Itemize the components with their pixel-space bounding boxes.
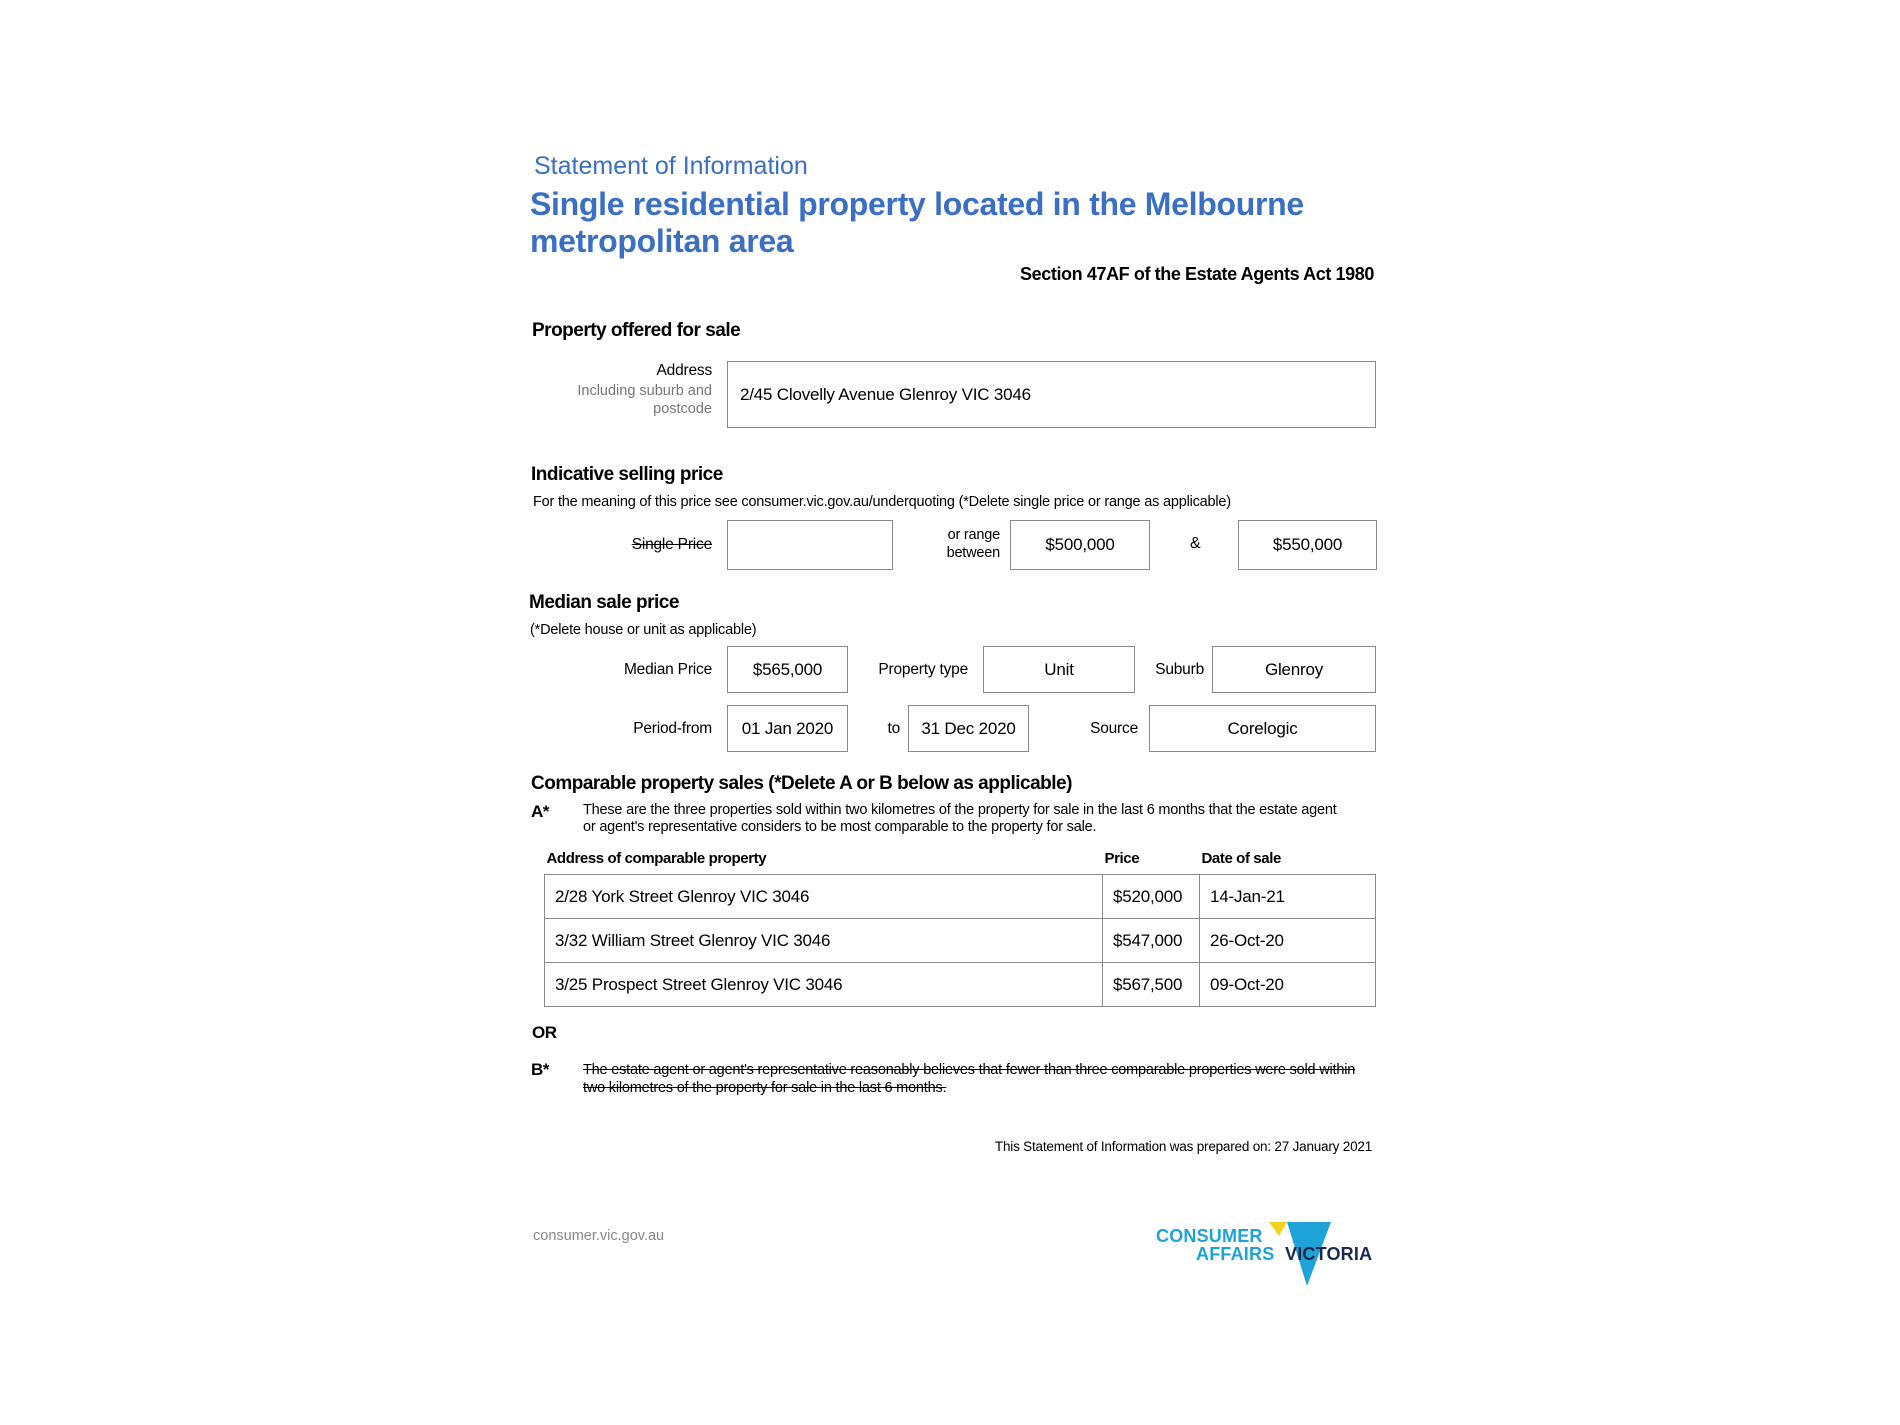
range-low-field — [1010, 520, 1150, 570]
median-note: (*Delete house or unit as applicable) — [530, 622, 757, 638]
property-type-field — [983, 646, 1135, 693]
range-high-field — [1238, 520, 1377, 570]
source-value: Corelogic — [1227, 718, 1298, 738]
row-address: 2/28 York Street Glenroy VIC 3046 — [545, 875, 1103, 919]
row-date: 14-Jan-21 — [1200, 875, 1376, 919]
suburb-value: Glenroy — [1264, 659, 1324, 679]
table-row — [545, 875, 1376, 919]
property-type-value: Unit — [1044, 659, 1074, 679]
median-heading: Median sale price — [529, 592, 679, 613]
row-date: 26-Oct-20 — [1200, 919, 1376, 963]
logo-line-affairs: AFFAIRS — [1196, 1244, 1275, 1264]
option-b-text: The estate agent or agent's representative reasonably believes that fewer than three comparable properties were sold within two kilometres of the property for sale in the last 6 months. — [583, 1062, 1356, 1096]
consumer-affairs-victoria-logo — [1154, 1222, 1378, 1286]
option-a-text: These are the three properties sold within two kilometres of the property for sale in the last 6 months that the estate agent or agent's representative considers to be most comparable to the property for sale. — [583, 802, 1337, 835]
period-to-value: 31 Dec 2020 — [921, 718, 1016, 738]
period-from-value: 01 Jan 2020 — [741, 718, 834, 738]
row-date: 09-Oct-20 — [1200, 963, 1376, 1007]
source-label: Source — [1090, 720, 1138, 737]
single-price-field — [727, 520, 893, 570]
table-row — [545, 919, 1376, 963]
median-price-field — [727, 646, 848, 693]
or-label: OR — [532, 1023, 557, 1042]
column-header-price: Price — [1104, 849, 1140, 867]
comparable-table — [544, 848, 1376, 1007]
property-heading: Property offered for sale — [532, 320, 741, 341]
document-kicker: Statement of Information — [534, 152, 808, 180]
option-a-marker: A* — [531, 802, 549, 821]
logo-line-victoria: VICTORIA — [1285, 1244, 1373, 1264]
suburb-label: Suburb — [1155, 661, 1204, 678]
property-type-label: Property type — [878, 661, 968, 678]
source-field — [1149, 705, 1376, 752]
footer-website: consumer.vic.gov.au — [533, 1228, 665, 1244]
row-address: 3/25 Prospect Street Glenroy VIC 3046 — [545, 963, 1103, 1007]
row-price: $520,000 — [1103, 875, 1200, 919]
suburb-field — [1212, 646, 1376, 693]
address-value: 2/45 Clovelly Avenue Glenroy VIC 3046 — [740, 384, 1031, 404]
logo-line-consumer: CONSUMER — [1156, 1226, 1263, 1246]
column-header-date: Date of sale — [1201, 849, 1281, 867]
comparable-header-row — [545, 848, 1376, 875]
period-from-label: Period-from — [633, 720, 712, 737]
option-b-marker: B* — [531, 1060, 549, 1079]
selling-price-heading: Indicative selling price — [531, 464, 723, 485]
address-sublabel: Including suburb and postcode — [577, 383, 712, 417]
selling-price-note: For the meaning of this price see consumer.vic.gov.au/underquoting (*Delete single price or range as applicable) — [533, 494, 1231, 510]
column-header-address: Address of comparable property — [546, 849, 767, 867]
period-to-field — [908, 705, 1029, 752]
row-address: 3/32 William Street Glenroy VIC 3046 — [545, 919, 1103, 963]
act-reference: Section 47AF of the Estate Agents Act 1980 — [1020, 264, 1374, 284]
median-price-label: Median Price — [623, 661, 712, 678]
range-ampersand: & — [1190, 535, 1201, 552]
period-from-field — [727, 705, 848, 752]
row-price: $567,500 — [1103, 963, 1200, 1007]
median-price-value: $565,000 — [752, 659, 823, 679]
address-field — [727, 361, 1376, 428]
row-price: $547,000 — [1103, 919, 1200, 963]
document-title: Single residential property located in the Melbourne metropolitan area — [530, 186, 1304, 259]
period-to-label: to — [887, 720, 900, 737]
range-label: or range between — [946, 527, 1000, 561]
range-high-value: $550,000 — [1272, 535, 1343, 554]
comparable-heading: Comparable property sales (*Delete A or B below as applicable) — [531, 773, 1072, 794]
table-row — [545, 963, 1376, 1007]
range-low-value: $500,000 — [1045, 535, 1115, 554]
address-label: Address — [656, 362, 712, 379]
prepared-date: This Statement of Information was prepared on: 27 January 2021 — [994, 1139, 1372, 1154]
single-price-label: Single Price — [631, 536, 712, 553]
